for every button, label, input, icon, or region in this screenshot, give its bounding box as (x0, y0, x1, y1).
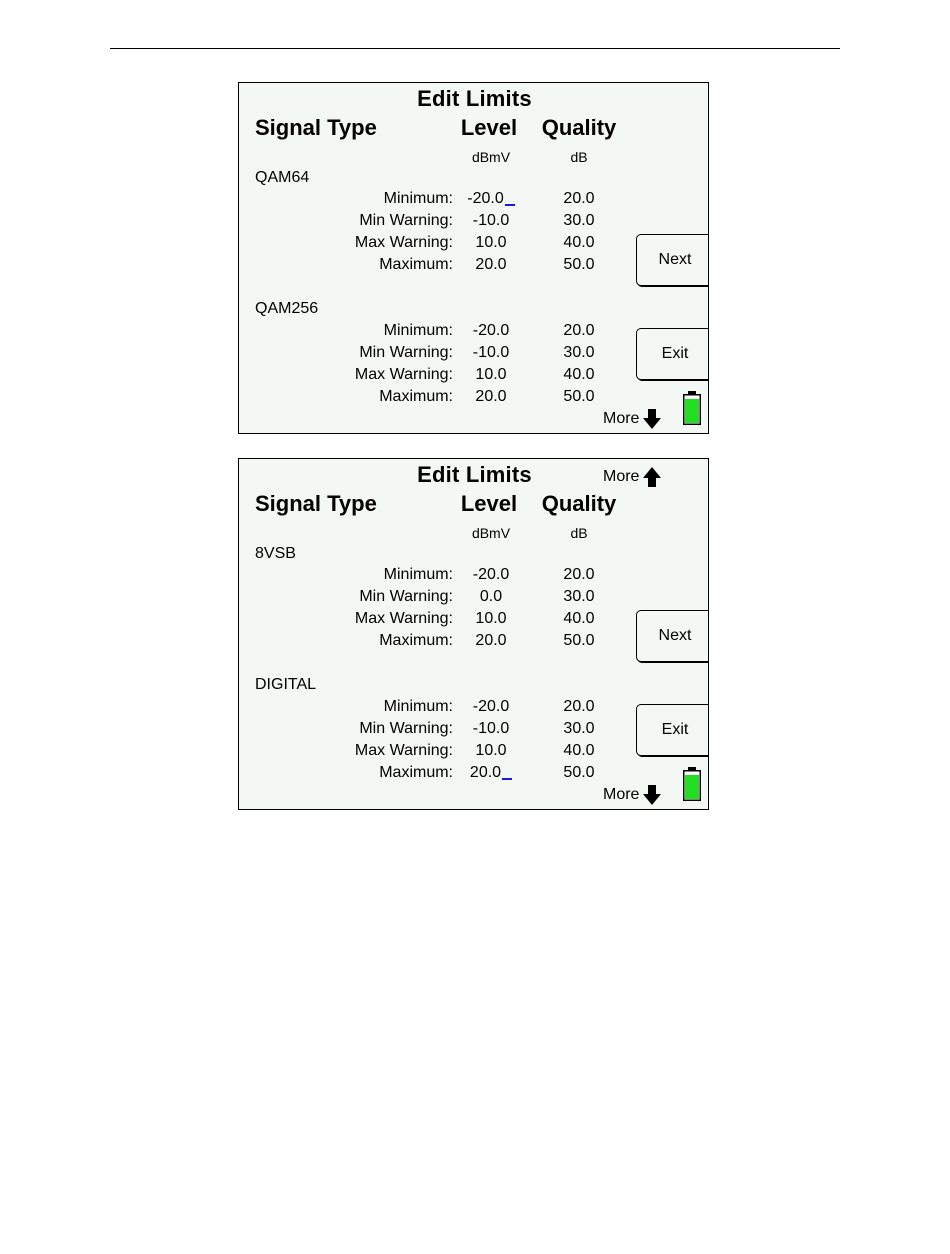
row-label: Max Warning: (354, 366, 453, 383)
quality-value-field[interactable]: 30.0 (563, 212, 595, 229)
level-value-field[interactable]: -20.0 (472, 698, 510, 715)
level-value-field[interactable]: 10.0 (475, 610, 507, 627)
row-label: Minimum: (383, 190, 453, 207)
row-label: Minimum: (383, 698, 453, 715)
level-value-field[interactable]: -20.0 (463, 190, 519, 208)
quality-value-field[interactable]: 50.0 (563, 256, 595, 273)
level-value-field[interactable]: -10.0 (472, 212, 510, 229)
quality-unit: dB (570, 149, 588, 165)
battery-icon (683, 767, 701, 801)
screen-title: Edit Limits (417, 462, 532, 487)
exit-button[interactable]: Exit (636, 704, 709, 756)
quality-value-field[interactable]: 20.0 (563, 566, 595, 583)
level-unit: dBmV (471, 525, 511, 541)
quality-value-field[interactable]: 20.0 (563, 322, 595, 339)
edit-limits-screen-2 (238, 458, 709, 810)
level-value-field[interactable]: 10.0 (475, 366, 507, 383)
row-label: Maximum: (379, 764, 453, 781)
quality-value-field[interactable]: 40.0 (563, 742, 595, 759)
battery-icon (683, 391, 701, 425)
row-label: Max Warning: (354, 742, 453, 759)
level-value-field[interactable]: 10.0 (475, 234, 507, 251)
screen-title: Edit Limits (417, 86, 532, 111)
level-unit: dBmV (471, 149, 511, 165)
row-label: Maximum: (379, 256, 453, 273)
quality-unit: dB (570, 525, 588, 541)
quality-value-field[interactable]: 20.0 (563, 190, 595, 207)
level-value-field[interactable]: 10.0 (475, 742, 507, 759)
quality-value-field[interactable]: 30.0 (563, 720, 595, 737)
arrow-down-icon (643, 785, 661, 805)
row-label: Min Warning: (359, 344, 453, 361)
next-button[interactable]: Next (636, 610, 709, 662)
arrow-up-icon (643, 467, 661, 487)
quality-value-field[interactable]: 40.0 (563, 610, 595, 627)
quality-value-field[interactable]: 30.0 (563, 588, 595, 605)
row-label: Minimum: (383, 566, 453, 583)
quality-value-field[interactable]: 50.0 (563, 764, 595, 781)
quality-value-field[interactable]: 50.0 (563, 388, 595, 405)
group-name-8vsb: 8VSB (255, 545, 296, 562)
level-header: Level (460, 491, 518, 516)
more-down-indicator[interactable] (603, 785, 661, 805)
level-value-field[interactable]: 20.0 (475, 632, 507, 649)
more-label: More (603, 410, 640, 427)
quality-value-field[interactable]: 50.0 (563, 632, 595, 649)
group-name-digital: DIGITAL (255, 676, 317, 693)
edit-cursor (502, 778, 512, 780)
group-name-qam256: QAM256 (255, 300, 319, 317)
row-label: Max Warning: (354, 234, 453, 251)
level-value-field[interactable]: -20.0 (472, 322, 510, 339)
edit-cursor (505, 204, 515, 206)
group-name-qam64: QAM64 (255, 169, 310, 186)
quality-value-field[interactable]: 40.0 (563, 366, 595, 383)
arrow-down-icon (643, 409, 661, 429)
edit-limits-screen-1 (238, 82, 709, 434)
level-value-field[interactable]: 20.0 (463, 764, 519, 782)
row-label: Max Warning: (354, 610, 453, 627)
more-label: More (603, 786, 640, 803)
quality-value-field[interactable]: 20.0 (563, 698, 595, 715)
level-value-field[interactable]: 20.0 (475, 256, 507, 273)
row-label: Maximum: (379, 632, 453, 649)
level-value-field[interactable]: -20.0 (472, 566, 510, 583)
level-header: Level (460, 115, 518, 140)
exit-button[interactable]: Exit (636, 328, 709, 380)
quality-header: Quality (541, 115, 617, 140)
page-header-rule (110, 48, 840, 49)
level-value-field[interactable]: -10.0 (472, 344, 510, 361)
level-value-field[interactable]: 20.0 (475, 388, 507, 405)
quality-value-field[interactable]: 40.0 (563, 234, 595, 251)
row-label: Min Warning: (359, 720, 453, 737)
quality-value-field[interactable]: 30.0 (563, 344, 595, 361)
quality-header: Quality (541, 491, 617, 516)
more-label: More (603, 468, 640, 485)
row-label: Min Warning: (359, 588, 453, 605)
row-label: Min Warning: (359, 212, 453, 229)
signal-type-header: Signal Type (255, 115, 377, 140)
next-button[interactable]: Next (636, 234, 709, 286)
row-label: Maximum: (379, 388, 453, 405)
level-value-field[interactable]: 0.0 (479, 588, 503, 605)
more-up-indicator[interactable] (603, 467, 661, 487)
signal-type-header: Signal Type (255, 491, 377, 516)
more-down-indicator[interactable] (603, 409, 661, 429)
level-value-field[interactable]: -10.0 (472, 720, 510, 737)
row-label: Minimum: (383, 322, 453, 339)
